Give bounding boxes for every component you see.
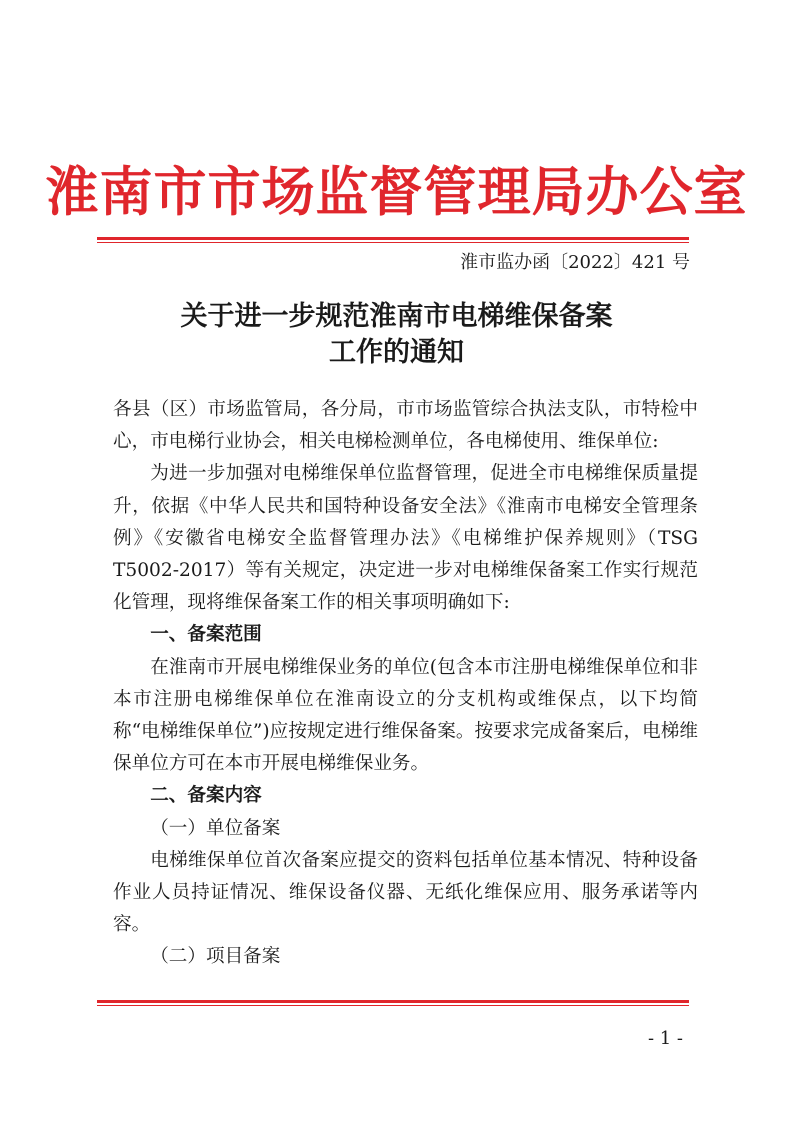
subsection-1-paragraph: 电梯维保单位首次备案应提交的资料包括单位基本情况、特种设备作业人员持证情况、维保设备仪器、无纸化维保应用、服务承诺等内容。 xyxy=(113,849,698,936)
document-title-line-2: 工作的通知 xyxy=(329,337,464,368)
document-title-line-1: 关于进一步规范淮南市电梯维保备案 xyxy=(180,301,613,332)
intro-paragraph: 为进一步加强对电梯维保单位监督管理，促进全市电梯维保质量提升，依据《中华人民共和国特种设备安全法》《淮南市电梯安全管理条例》《安徽省电梯安全监督管理办法》《电梯维护保养规则》（TSG T5002-2017）等有关规定，决定进一步对电梯维保备案工作实行规范化管理，现将维保备案工作的相关事项明确如下: xyxy=(113,463,698,614)
header-divider-thick-line xyxy=(97,237,689,240)
footer-divider-thin-line xyxy=(97,1005,689,1006)
footer-divider-thick-line xyxy=(97,1000,689,1003)
footer-divider xyxy=(97,1000,689,1006)
section-2-heading: 二、备案内容 xyxy=(150,785,262,807)
subsection-1-heading: （一）单位备案 xyxy=(150,817,281,839)
header-divider xyxy=(97,237,689,243)
page-number: - 1 - xyxy=(647,1028,683,1049)
document-body xyxy=(113,394,698,974)
subsection-2-heading: （二）项目备案 xyxy=(150,946,281,968)
addressee-paragraph: 各县（区）市场监管局，各分局，市市场监管综合执法支队，市特检中心，市电梯行业协会，相关电梯检测单位，各电梯使用、维保单位: xyxy=(113,399,698,453)
organization-title: 淮南市市场监督管理局办公室 xyxy=(45,161,748,223)
section-1-heading: 一、备案范围 xyxy=(150,624,262,646)
document-title xyxy=(0,299,793,371)
header-divider-thin-line xyxy=(97,242,689,243)
document-number: 淮市监办函〔2022〕421 号 xyxy=(460,252,690,273)
section-1-paragraph: 在淮南市开展电梯维保业务的单位(包含本市注册电梯维保单位和非本市注册电梯维保单位在淮南设立的分支机构或维保点，以下均简称“电梯维保单位”)应按规定进行维保备案。按要求完成备案后，电梯维保单位方可在本市开展电梯维保业务。 xyxy=(113,656,698,775)
